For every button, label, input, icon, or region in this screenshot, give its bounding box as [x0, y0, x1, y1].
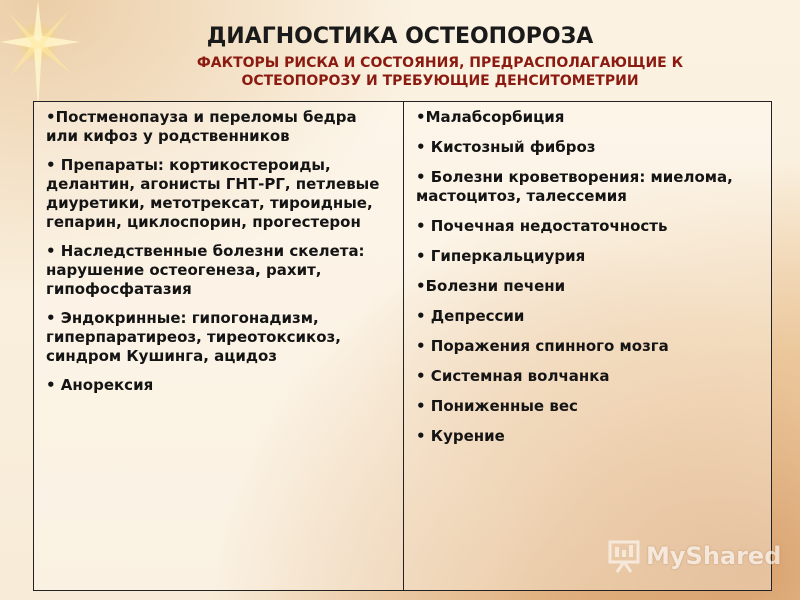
- list-item: • Пониженные вес: [416, 397, 578, 415]
- subtitle-line-2: ОСТЕОПОРОЗУ И ТРЕБУЮЩИЕ ДЕНСИТОМЕТРИИ: [241, 73, 639, 89]
- list-item: • Гиперкальциурия: [416, 247, 586, 265]
- watermark: [608, 538, 781, 574]
- list-item: • Препараты: кортикостероиды, делантин, агонисты ГНТ-РГ, петлевые диуретики, метотрексат, тироидные, гепарин, циклоспорин, прогестерон: [46, 156, 380, 231]
- list-item: • Кистозный фиброз: [416, 138, 596, 156]
- list-item: • Почечная недостаточность: [416, 217, 668, 235]
- subtitle-line-1: ФАКТОРЫ РИСКА И СОСТОЯНИЯ, ПРЕДРАСПОЛАГАЮЩИЕ К: [196, 55, 684, 71]
- list-item: •Постменопауза и переломы бедра или кифоз у родственников: [46, 108, 357, 145]
- list-item: • Болезни кроветворения: миелома, мастоцитоз, талессемия: [416, 168, 733, 205]
- list-item: • Системная волчанка: [416, 367, 610, 385]
- page-subtitle: [150, 54, 730, 90]
- list-item: • Курение: [416, 427, 505, 445]
- risk-factors-table: [33, 101, 772, 591]
- page-title: ДИАГНОСТИКА ОСТЕОПОРОЗА: [206, 24, 594, 49]
- list-item: • Депрессии: [416, 307, 525, 325]
- list-item: • Поражения спинного мозга: [416, 337, 669, 355]
- presentation-board-icon: [608, 539, 640, 573]
- list-item: •Болезни печени: [416, 277, 566, 295]
- list-item: • Эндокринные: гипогонадизм, гиперпаратиреоз, тиреотоксикоз, синдром Кушинга, ацидоз: [46, 309, 341, 365]
- left-column: [34, 102, 404, 590]
- watermark-text: MyShared: [646, 542, 782, 570]
- list-item: • Наследственные болезни скелета: нарушение остеогенеза, рахит, гипофосфатазия: [46, 242, 365, 298]
- list-item: • Анорексия: [46, 376, 154, 394]
- right-column: [404, 102, 770, 590]
- list-item: •Малабсорбиция: [416, 108, 565, 126]
